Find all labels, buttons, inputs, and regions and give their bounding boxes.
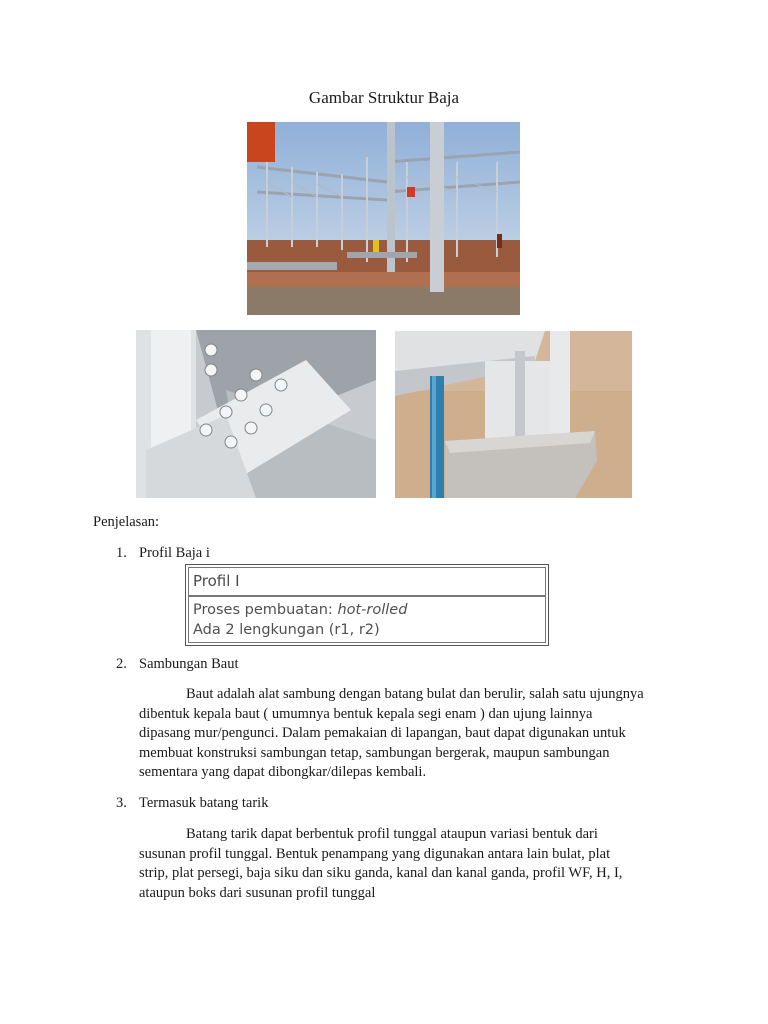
profil-box-line2: Ada 2 lengkungan (r1, r2) (193, 622, 380, 638)
profil-i-box (185, 564, 549, 646)
profil-box-header: Profil I (189, 568, 545, 597)
paragraph-sambungan-baut: Baut adalah alat sambung dengan batang bulat dan berulir, salah satu ujungnya dibentuk kepala baut ( umumnya bentuk kepala segi enam ) dan ujung lainnya dipasang mur/pengunci. Dalam pemakaian di lapangan, baut dapat digunakan untuk membuat konstruksi sambungan tetap, sambungan bergerak, maupun sambungan sementara yang dapat dibongkar/dilepas kembali. (139, 686, 644, 780)
list-heading-sambungan: Sambungan Baut (139, 656, 239, 672)
list-number: 2. (116, 656, 127, 672)
paragraph-batang-tarik: Batang tarik dapat berbentuk profil tunggal ataupun variasi bentuk dari susunan profil tunggal. Bentuk penampang yang digunakan antara lain bulat, plat strip, plat persegi, baja siku dan siku ganda, kanal dan kanal ganda, profil WF, H, I, ataupun boks dari susunan profil tunggal (139, 826, 623, 901)
explanation-label: Penjelasan: (93, 514, 160, 530)
list-heading-batang-tarik: Termasuk batang tarik (139, 795, 269, 811)
hot-rolled-text: hot-rolled (337, 602, 408, 618)
list-heading-profil: Profil Baja i (139, 545, 210, 561)
profil-box-line1: Proses pembuatan: hot-rolled (193, 602, 408, 618)
page-title: Gambar Struktur Baja (308, 88, 460, 107)
list-number: 3. (116, 795, 127, 811)
list-number: 1. (116, 545, 127, 561)
column-base-photo (395, 331, 632, 498)
bolt-connection-photo (136, 330, 376, 498)
steel-structure-photo (247, 122, 520, 315)
